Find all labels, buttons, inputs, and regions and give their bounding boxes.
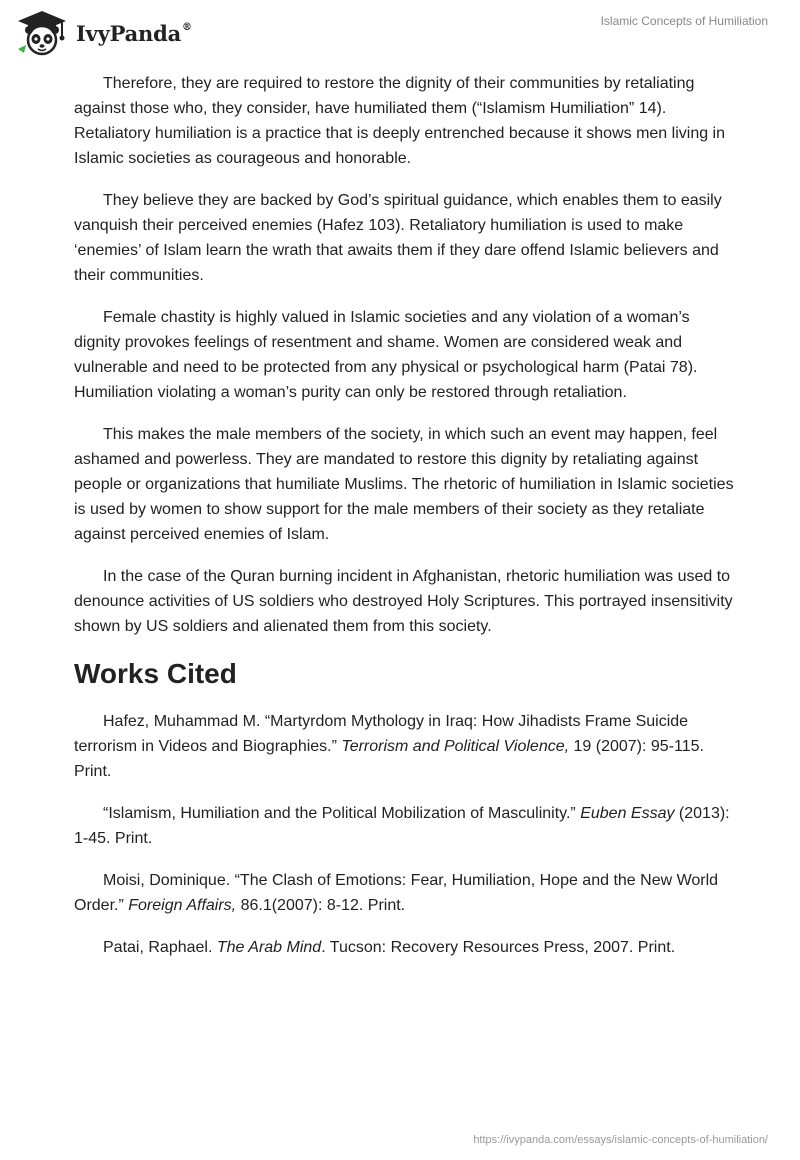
paragraph: This makes the male members of the society, in which such an event may happen, feel ashamed and powerless. They are mandated to restore this dignity by retaliating against people or organizations that humiliate Muslims. The rhetoric of humiliation in Islamic societies is used by women to show support for the male members of their society as they retaliate against perceived enemies of Islam. — [74, 426, 734, 543]
works-cited-heading: Works Cited — [74, 658, 237, 689]
citation-entry: Moisi, Dominique. “The Clash of Emotions: Fear, Humiliation, Hope and the New World Order.” Foreign Affairs, 86.1(2007): 8-12. Print. — [74, 872, 719, 914]
source-url[interactable]: https://ivypanda.com/essays/islamic-concepts-of-humiliation/ — [473, 1134, 768, 1146]
panda-graduate-icon — [16, 9, 68, 57]
logo[interactable] — [16, 9, 192, 57]
page-header — [0, 0, 800, 64]
essay-content — [74, 71, 734, 977]
paragraph: They believe they are backed by God’s spiritual guidance, which enables them to easily vanquish their perceived enemies (Hafez 103). Retaliatory humiliation is used to make ‘enemies’ of Islam learn the wrath that awaits them if they dare offend Islamic believers and their communities. — [74, 192, 722, 284]
paragraph: In the case of the Quran burning incident in Afghanistan, rhetoric humiliation was used to denounce activities of US soldiers who destroyed Holy Scriptures. This portrayed insensitivity shown by US soldiers and alienated them from this society. — [74, 568, 733, 635]
brand-name: IvyPanda® — [76, 20, 192, 46]
citation-entry: Patai, Raphael. The Arab Mind. Tucson: Recovery Resources Press, 2007. Print. — [103, 939, 676, 956]
paragraph: Therefore, they are required to restore the dignity of their communities by retaliating against those who, they consider, have humiliated them (“Islamism Humiliation” 14). Retaliatory humiliation is a practice that is deeply entrenched because it shows men living in Islamic societies as courageous and honorable. — [74, 75, 726, 167]
citation-entry: “Islamism, Humiliation and the Political Mobilization of Masculinity.” Euben Essay (2013): 1-45. Print. — [74, 805, 730, 847]
document-title: Islamic Concepts of Humiliation — [600, 14, 768, 28]
paragraph: Female chastity is highly valued in Islamic societies and any violation of a woman’s dignity provokes feelings of resentment and shame. Women are considered weak and vulnerable and need to be protected from any physical or psychological harm (Patai 78). Humiliation violating a woman’s purity can only be restored through retaliation. — [74, 309, 698, 401]
citation-entry: Hafez, Muhammad M. “Martyrdom Mythology in Iraq: How Jihadists Frame Suicide terrorism in Videos and Biographies.” Terrorism and Political Violence, 19 (2007): 95-115. Print. — [74, 713, 704, 780]
